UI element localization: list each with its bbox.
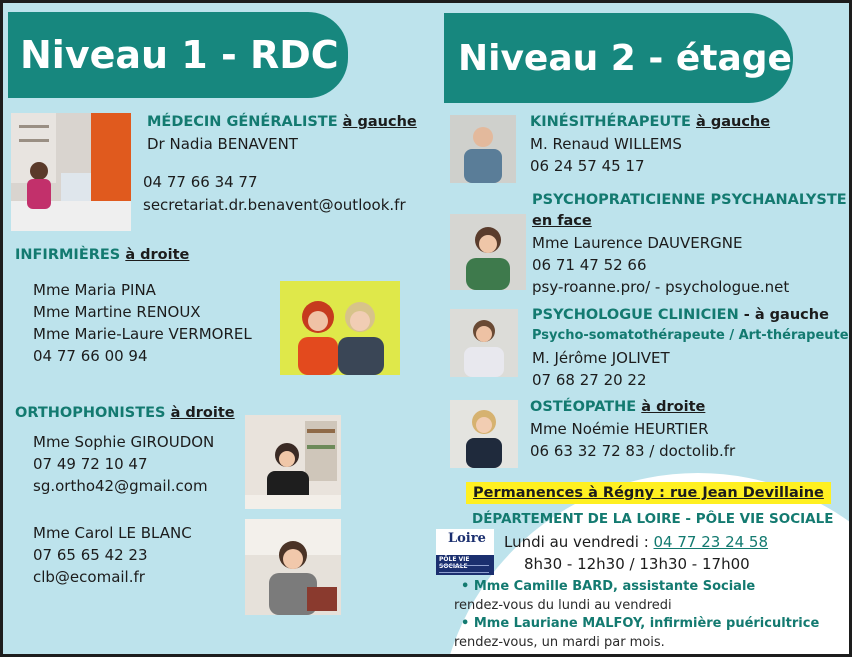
psychologue-heading xyxy=(532,307,829,323)
permanences-phone: 04 77 23 24 58 xyxy=(653,533,769,551)
ortho1-phone: 07 49 72 10 47 xyxy=(33,455,148,473)
contact1-name: Mme Camille BARD, assistante Sociale xyxy=(473,579,756,594)
kine-phone: 06 24 57 45 17 xyxy=(530,157,645,175)
infirmieres-heading xyxy=(15,247,189,263)
psychopraticienne-name: Mme Laurence DAUVERGNE xyxy=(532,234,743,252)
level-1-title: Niveau 1 - RDC xyxy=(20,33,339,77)
ortho2-name: Mme Carol LE BLANC xyxy=(33,524,192,542)
infirmiere-name-1: Mme Maria PINA xyxy=(33,281,156,299)
level-2-banner xyxy=(444,13,793,103)
infirmiere-name-2: Mme Martine RENOUX xyxy=(33,303,201,321)
psychopraticienne-phone: 06 71 47 52 66 xyxy=(532,256,647,274)
permanences-banner: Permanences à Régny : rue Jean Devillaine xyxy=(466,482,831,504)
psychologue-phone: 07 68 27 20 22 xyxy=(532,371,647,389)
orthophonistes-role: ORTHOPHONISTES xyxy=(15,405,166,421)
level-2-title: Niveau 2 - étage xyxy=(458,37,792,79)
contact2-note: rendez-vous, un mardi par mois. xyxy=(454,635,665,650)
medecin-heading xyxy=(147,114,417,130)
psychologue-location-prefix: - xyxy=(738,307,755,323)
loire-logo xyxy=(436,529,494,575)
contact2-name: Mme Lauriane MALFOY, infirmière puéricultrice xyxy=(473,616,820,631)
psychologue-specialty: Psycho-somatothérapeute / Art-thérapeute xyxy=(532,328,849,343)
osteopathe-name: Mme Noémie HEURTIER xyxy=(530,420,709,438)
contact2-line: • Mme Lauriane MALFOY, infirmière puéricultrice xyxy=(461,616,820,631)
ortho1-photo xyxy=(245,415,341,509)
ortho2-email: clb@ecomail.fr xyxy=(33,568,145,586)
kine-photo xyxy=(450,115,516,183)
ortho1-name: Mme Sophie GIROUDON xyxy=(33,433,215,451)
psychologue-location: à gauche xyxy=(754,307,829,323)
ortho2-photo xyxy=(245,519,341,615)
osteopathe-heading xyxy=(530,399,705,415)
psychologue-name: M. Jérôme JOLIVET xyxy=(532,349,670,367)
psychopraticienne-location: en face xyxy=(532,213,592,229)
kine-name: M. Renaud WILLEMS xyxy=(530,135,682,153)
psychopraticienne-role: PSYCHOPRATICIENNE PSYCHANALYSTE xyxy=(532,192,847,208)
osteopathe-location: à droite xyxy=(641,399,706,415)
medecin-phone: 04 77 66 34 77 xyxy=(143,173,258,191)
kine-role: KINÉSITHÉRAPEUTE xyxy=(530,114,691,130)
level-1-banner xyxy=(8,12,348,98)
medecin-name: Dr Nadia BENAVENT xyxy=(147,135,298,153)
psychologue-role: PSYCHOLOGUE CLINICIEN xyxy=(532,307,739,323)
contact1-line: • Mme Camille BARD, assistante Sociale xyxy=(461,579,756,594)
contact1-note: rendez-vous du lundi au vendredi xyxy=(454,598,672,613)
permanences-days: Lundi au vendredi : xyxy=(504,533,654,551)
psychopraticienne-web: psy-roanne.pro/ - psychologue.net xyxy=(532,278,790,296)
psychologue-photo xyxy=(450,309,518,377)
nurses-photo xyxy=(280,281,400,375)
infirmieres-location: à droite xyxy=(125,247,190,263)
loire-logo-pole: PÔLE VIE SOCIALE xyxy=(439,556,470,570)
osteopathe-role: OSTÉOPATHE xyxy=(530,399,637,415)
infirmieres-role: INFIRMIÈRES xyxy=(15,247,121,263)
kine-heading xyxy=(530,114,770,130)
doctor-photo xyxy=(11,113,131,231)
osteopathe-photo xyxy=(450,400,518,468)
kine-location: à gauche xyxy=(696,114,771,130)
psychopraticienne-photo xyxy=(450,214,526,290)
loire-logo-word: Loire xyxy=(448,531,486,546)
permanences-hours: 8h30 - 12h30 / 13h30 - 17h00 xyxy=(524,555,750,573)
permanences-days-line xyxy=(504,533,768,551)
infirmieres-phone: 04 77 66 00 94 xyxy=(33,347,148,365)
orthophonistes-location: à droite xyxy=(170,405,235,421)
medecin-email: secretariat.dr.benavent@outlook.fr xyxy=(143,196,406,214)
medecin-role: MÉDECIN GÉNÉRALISTE xyxy=(147,114,338,130)
infirmiere-name-3: Mme Marie-Laure VERMOREL xyxy=(33,325,252,343)
orthophonistes-heading xyxy=(15,405,235,421)
department-heading: DÉPARTEMENT DE LA LOIRE - PÔLE VIE SOCIALE xyxy=(472,511,834,527)
osteopathe-phone: 06 63 32 72 83 / doctolib.fr xyxy=(530,442,736,460)
ortho1-email: sg.ortho42@gmail.com xyxy=(33,477,208,495)
ortho2-phone: 07 65 65 42 23 xyxy=(33,546,148,564)
medecin-location: à gauche xyxy=(342,114,417,130)
